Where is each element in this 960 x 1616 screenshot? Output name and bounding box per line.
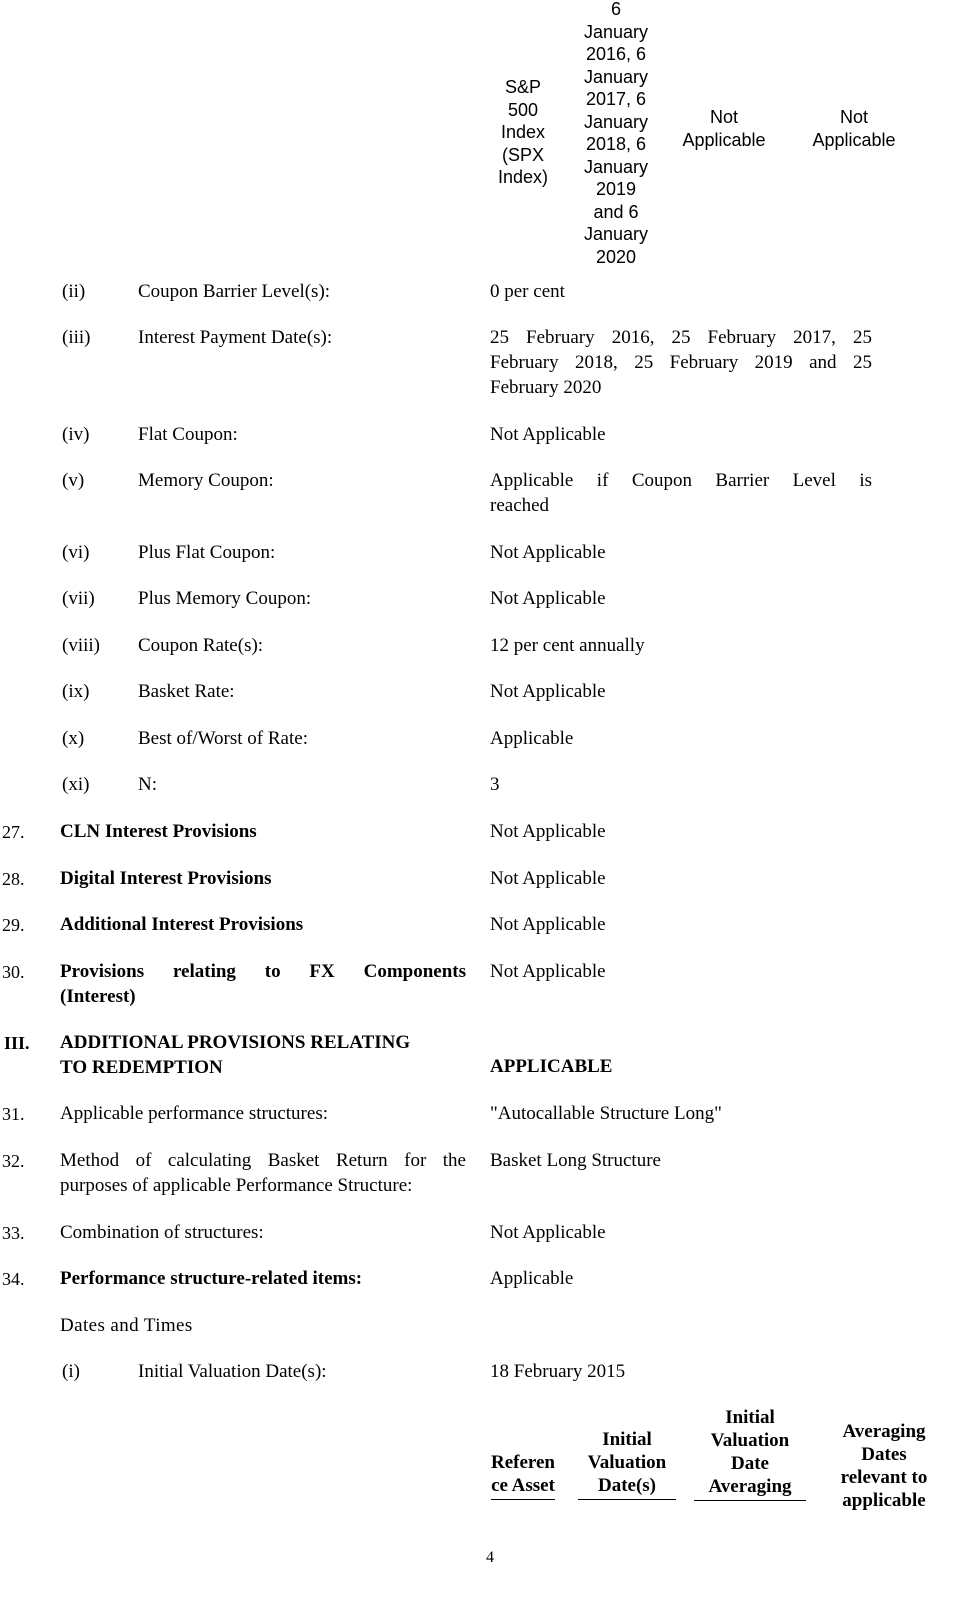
item-number: (ix) [62, 681, 90, 702]
header-line: Valuation [587, 1452, 667, 1473]
page-number: 4 [486, 1549, 494, 1566]
header-line: Date(s) [597, 1475, 657, 1496]
item-value-line: February 2018, 25 February 2019 and 25 [490, 352, 872, 373]
item-value: 18 February 2015 [490, 1361, 626, 1382]
cell-line: 2019 [595, 179, 637, 199]
subheading-dates-and-times: Dates and Times [60, 1315, 193, 1336]
section-label: Digital Interest Provisions [60, 868, 272, 889]
item-value: Not Applicable [490, 681, 606, 702]
section-value: Not Applicable [490, 821, 606, 842]
cell-line: January [583, 224, 649, 244]
cell-line: Index [500, 122, 546, 142]
cell-line: and 6 [593, 201, 639, 222]
section-number: 28. [2, 869, 25, 889]
section-number: 29. [2, 915, 25, 935]
header-line: Initial [602, 1429, 652, 1450]
item-value-line: Applicable if Coupon Barrier Level is [490, 470, 872, 491]
item-label: N: [138, 774, 157, 795]
cell-line: 6 [610, 0, 621, 19]
section-number: 30. [2, 962, 25, 982]
item-number: (iii) [62, 327, 91, 348]
item-value: 12 per cent annually [490, 635, 645, 656]
cell-line: 500 [507, 99, 539, 120]
table-cell-col3 [672, 106, 776, 151]
item-number: (iv) [62, 424, 90, 445]
item-label: Basket Rate: [138, 681, 235, 702]
section-label: CLN Interest Provisions [60, 821, 257, 842]
section-value: Applicable [490, 1268, 574, 1289]
section-label: Combination of structures: [60, 1222, 264, 1243]
part-title-line: ADDITIONAL PROVISIONS RELATING [60, 1032, 411, 1053]
item-value: 0 per cent [490, 281, 565, 302]
item-number: (xi) [62, 774, 90, 795]
item-number: (vii) [62, 588, 95, 609]
cell-line: 2016, 6 [585, 44, 647, 64]
section-label-line: purposes of applicable Performance Structure: [60, 1175, 413, 1196]
section-label: Additional Interest Provisions [60, 914, 304, 935]
item-value-line: February 2020 [490, 377, 602, 398]
part-status: APPLICABLE [490, 1056, 613, 1077]
item-label: Plus Memory Coupon: [138, 588, 312, 609]
item-number: (i) [62, 1361, 80, 1382]
section-value: "Autocallable Structure Long" [490, 1103, 722, 1124]
item-value: Applicable [490, 728, 574, 749]
header-line: Referen [490, 1452, 555, 1473]
cell-line: January [583, 156, 649, 177]
item-number: (viii) [62, 635, 100, 656]
item-label: Best of/Worst of Rate: [138, 728, 308, 749]
header-line: Valuation [710, 1430, 790, 1451]
table-cell-col4 [802, 106, 906, 151]
cell-line: January [583, 66, 649, 87]
item-value: 3 [490, 774, 500, 795]
section-number: 27. [2, 822, 25, 842]
item-label: Flat Coupon: [138, 424, 238, 445]
item-label: Coupon Barrier Level(s): [138, 281, 331, 302]
header-line: Date [731, 1453, 769, 1474]
cell-line: (SPX [501, 144, 544, 165]
section-label-line: (Interest) [60, 986, 136, 1007]
cell-line: S&P [504, 77, 542, 97]
section-number: 34. [2, 1269, 25, 1289]
section-label-line: Provisions relating to FX Components [60, 961, 466, 982]
cell-line: 2020 [595, 246, 637, 267]
item-value: Not Applicable [490, 424, 606, 445]
item-value: Not Applicable [490, 588, 606, 609]
table-header-initial-valuation-dates [578, 1428, 676, 1500]
item-label: Memory Coupon: [138, 470, 274, 491]
item-number: (x) [62, 728, 85, 749]
section-number: 33. [2, 1223, 25, 1243]
item-value-line: 25 February 2016, 25 February 2017, 25 [490, 327, 872, 348]
cell-line: January [583, 111, 649, 132]
item-label: Initial Valuation Date(s): [138, 1361, 327, 1382]
header-line: ce Asset [491, 1475, 555, 1496]
section-number: 32. [2, 1151, 25, 1171]
item-value-line: reached [490, 495, 550, 516]
section-label-line: Method of calculating Basket Return for the [60, 1150, 466, 1171]
item-label: Coupon Rate(s): [138, 635, 264, 656]
cell-line: Applicable [682, 129, 766, 150]
section-value: Not Applicable [490, 1222, 606, 1243]
cell-line: January [583, 21, 649, 42]
part-title-line: TO REDEMPTION [60, 1057, 223, 1078]
cell-line: Not [709, 107, 738, 127]
table-header-reference-asset [486, 1451, 560, 1500]
cell-line: Applicable [812, 129, 896, 150]
header-line: Initial [725, 1407, 775, 1428]
table-cell-dates [574, 0, 658, 268]
table-header-initial-valuation-date-averaging [694, 1406, 806, 1501]
section-label: Applicable performance structures: [60, 1103, 328, 1124]
cell-line: Not [839, 107, 868, 127]
item-number: (vi) [62, 542, 90, 563]
item-number: (v) [62, 470, 85, 491]
header-line: relevant to [840, 1467, 928, 1488]
section-value: Not Applicable [490, 914, 606, 935]
header-line: Dates [861, 1444, 907, 1465]
item-value: Not Applicable [490, 542, 606, 563]
section-value: Not Applicable [490, 868, 606, 889]
section-label: Performance structure-related items: [60, 1268, 363, 1289]
header-line: Averaging [708, 1476, 792, 1497]
section-number: 31. [2, 1104, 25, 1124]
item-label: Plus Flat Coupon: [138, 542, 276, 563]
table-cell-reference-asset [486, 76, 560, 189]
cell-line: 2018, 6 [585, 134, 647, 154]
header-line: Averaging [842, 1421, 926, 1442]
header-line: applicable [842, 1490, 926, 1511]
section-value: Not Applicable [490, 961, 606, 982]
item-label: Interest Payment Date(s): [138, 327, 333, 348]
table-header-averaging-dates [826, 1420, 942, 1512]
cell-line: 2017, 6 [585, 89, 647, 109]
part-number: III. [4, 1033, 30, 1053]
cell-line: Index) [497, 167, 549, 187]
section-value: Basket Long Structure [490, 1150, 661, 1171]
item-number: (ii) [62, 281, 86, 302]
